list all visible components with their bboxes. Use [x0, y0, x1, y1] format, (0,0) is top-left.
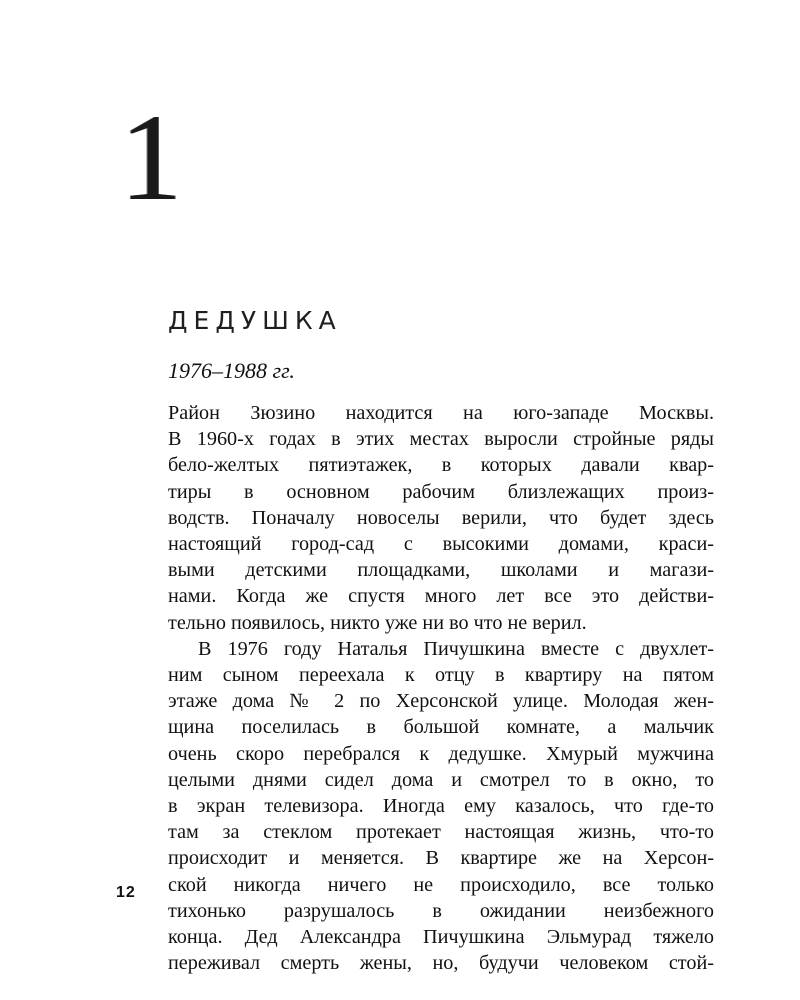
text-line: бело-желтых пятиэтажек, в которых давали квар- — [168, 454, 714, 477]
text-line: конца. Дед Александра Пичушкина Эльмурад тяжело — [168, 926, 714, 949]
text-line: выми детскими площадками, школами и магази- — [168, 559, 714, 582]
text-line: щина поселилась в большой комнате, а мальчик — [168, 716, 714, 739]
chapter-number: 1 — [120, 89, 182, 226]
text-line: этаже дома № 2 по Херсонской улице. Молодая жен- — [168, 690, 714, 713]
chapter-dates: 1976–1988 гг. — [168, 358, 295, 383]
text-line: происходит и меняется. В квартире же на Херсон- — [168, 847, 714, 870]
text-line: тельно появилось, никто уже ни во что не верил. — [168, 611, 587, 634]
text-line: очень скоро перебрался к дедушке. Хмурый мужчина — [168, 742, 714, 765]
text-line: В 1960-х годах в этих местах выросли стройные ряды — [168, 428, 714, 451]
chapter-title: ДЕДУШКА — [168, 306, 342, 335]
text-line: целыми днями сидел дома и смотрел то в окно, то — [168, 768, 714, 791]
text-line: ним сыном переехала к отцу в квартиру на пятом — [168, 664, 714, 687]
text-line: В 1976 году Наталья Пичушкина вместе с двухлет- — [198, 637, 714, 660]
text-line: настоящий город-сад с высокими домами, краси- — [168, 533, 714, 556]
text-line: нами. Когда же спустя много лет все это действи- — [168, 585, 714, 608]
text-line: переживал смерть жены, но, будучи человеком стой- — [168, 952, 714, 975]
text-line: тихонько разрушалось в ожидании неизбежного — [168, 899, 714, 922]
body-text — [168, 400, 714, 976]
text-line: ской никогда ничего не происходило, все только — [168, 873, 714, 896]
text-line: тиры в основном рабочим близлежащих произ- — [168, 480, 714, 503]
text-line: Район Зюзино находится на юго-западе Москвы. — [168, 402, 714, 424]
text-line: водств. Поначалу новоселы верили, что будет здесь — [168, 506, 714, 529]
text-line: там за стеклом протекает настоящая жизнь, что-то — [168, 821, 714, 844]
text-line: в экран телевизора. Иногда ему казалось, что где-то — [168, 795, 714, 818]
page-number: 12 — [116, 884, 136, 901]
